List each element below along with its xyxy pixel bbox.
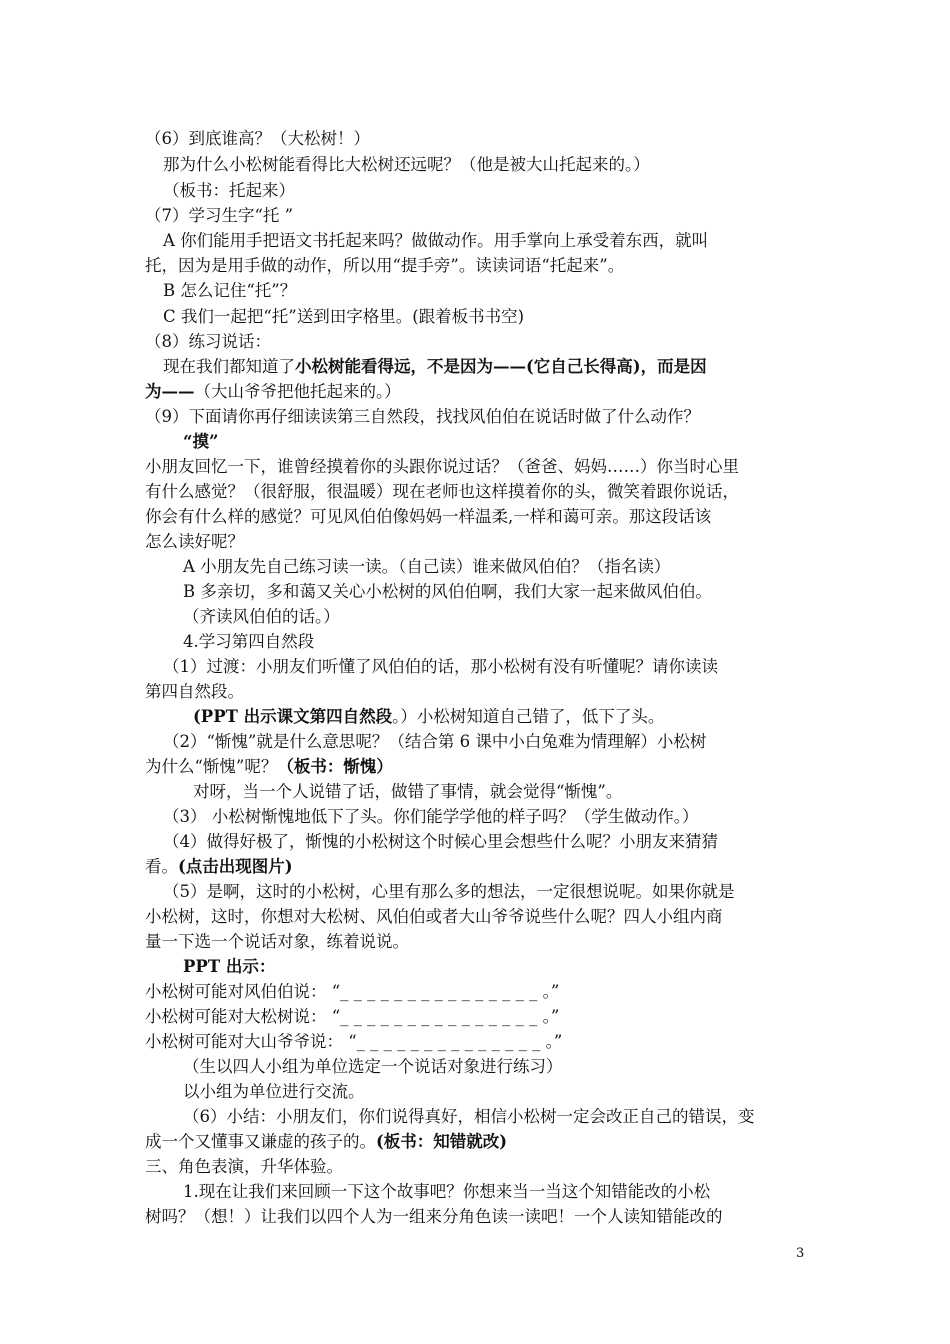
text-line: （5）是啊，这时的小松树，心里有那么多的想法，一定很想说呢。如果你就是: [163, 882, 735, 901]
text-line: [145, 855, 293, 879]
text-line: 你会有什么样的感觉？可见风伯伯像妈妈一样温柔,一样和蔼可亲。那这段话该: [145, 507, 712, 526]
text-run: 现在我们都知道了: [163, 357, 295, 376]
page-number: 3: [796, 1246, 805, 1261]
text-line: 怎么读好呢？: [145, 532, 244, 551]
text-line: （8）练习说话：: [145, 332, 271, 351]
text-line: （板书：托起来）: [163, 181, 295, 200]
text-line: 托，因为是用手做的动作，所以用“提手旁”。读读词语“托起来”。: [145, 256, 625, 275]
bold-text: 小松树能看得远，不是因为——(它自己长得高)，而是因: [295, 357, 707, 376]
text-line: [163, 355, 707, 379]
text-line: （6）小结：小朋友们，你们说得真好，相信小松树一定会改正自己的错误，变: [183, 1107, 755, 1126]
text-line: 量一下选一个说话对象，练着说说。: [145, 932, 409, 951]
text-line: （1）过渡：小朋友们听懂了风伯伯的话，那小松树有没有听懂呢？请你读读: [163, 657, 718, 676]
text-line: 小松树可能对大松树说： “_ _ _ _ _ _ _ _ _ _ _ _ _ _ _ 。”: [145, 1007, 560, 1026]
text-run: 成一个又懂事又谦虚的孩子的。: [145, 1132, 376, 1151]
text-run: 看。: [145, 857, 178, 876]
text-line: [145, 755, 393, 779]
text-line: （7）学习生字“托 ”: [145, 206, 294, 225]
bold-text: 为——: [145, 382, 195, 401]
text-line: （6）到底谁高？（大松树！）: [145, 129, 370, 148]
text-line: 小松树可能对风伯伯说： “_ _ _ _ _ _ _ _ _ _ _ _ _ _ _ 。”: [145, 982, 560, 1001]
text-line: （9）下面请你再仔细读读第三自然段，找找风伯伯在说话时做了什么动作？: [145, 407, 700, 426]
text-line: （3） 小松树惭愧地低下了头。你们能学学他的样子吗？（学生做动作。）: [163, 807, 699, 826]
bold-text: (PPT 出示课文第四自然段: [193, 707, 393, 726]
text-line: （4）做得好极了，惭愧的小松树这个时候心里会想些什么呢？小朋友来猜猜: [163, 832, 718, 851]
text-line: 有什么感觉？（很舒服，很温暖）现在老师也这样摸着你的头，微笑着跟你说话，: [145, 482, 739, 501]
text-line: 那为什么小松树能看得比大松树还远呢？（他是被大山托起来的。）: [163, 155, 650, 174]
text-line: 小松树，这时，你想对大松树、风伯伯或者大山爷爷说些什么呢？四人小组内商: [145, 907, 723, 926]
section-heading: 三、角色表演，升华体验。: [145, 1157, 343, 1176]
text-line: PPT 出示：: [183, 957, 276, 976]
bold-text: (板书：知错就改): [376, 1132, 508, 1151]
text-line: [145, 380, 401, 404]
text-line: 1.现在让我们来回顾一下这个故事吧？你想来当一当这个知错能改的小松: [183, 1182, 711, 1201]
text-line: 小朋友回忆一下，谁曾经摸着你的头跟你说过话？（爸爸、妈妈……）你当时心里: [145, 457, 739, 476]
text-line: （齐读风伯伯的话。）: [183, 607, 340, 626]
text-line: （生以四人小组为单位选定一个说话对象进行练习）: [183, 1057, 563, 1076]
text-line: （2）“惭愧”就是什么意思呢？（结合第 6 课中小白兔难为情理解）小松树: [163, 732, 707, 751]
text-run: 。）小松树知道自己错了，低下了头。: [392, 707, 665, 726]
text-line: “摸”: [183, 432, 219, 451]
text-line: [193, 705, 664, 729]
text-line: B 多亲切，多和蔼又关心小松树的风伯伯啊，我们大家一起来做风伯伯。: [183, 582, 712, 601]
text-line: C 我们一起把“托”送到田字格里。(跟着板书书空): [163, 307, 525, 326]
bold-text: （板书：惭愧）: [277, 757, 393, 776]
text-line: 第四自然段。: [145, 682, 244, 701]
text-line: B 怎么记住“托”？: [163, 281, 297, 300]
text-line: 小松树可能对大山爷爷说： “_ _ _ _ _ _ _ _ _ _ _ _ _ _ 。”: [145, 1032, 563, 1051]
text-line: 以小组为单位进行交流。: [183, 1082, 365, 1101]
text-line: A 小朋友先自己练习读一读。（自己读）谁来做风伯伯？（指名读）: [183, 557, 671, 576]
bold-text: (点击出现图片): [178, 857, 293, 876]
text-run: （大山爷爷把他托起来的。）: [194, 382, 401, 401]
text-line: [145, 1130, 507, 1154]
text-run: 为什么“惭愧”呢？: [145, 757, 278, 776]
text-line: A 你们能用手把语文书托起来吗？做做动作。用手掌向上承受着东西，就叫: [163, 231, 709, 250]
text-line: 4.学习第四自然段: [183, 632, 315, 651]
text-line: 对呀，当一个人说错了话，做错了事情，就会觉得“惭愧”。: [193, 782, 623, 801]
text-line: 树吗？（想！）让我们以四个人为一组来分角色读一读吧！一个人读知错能改的: [145, 1207, 723, 1226]
